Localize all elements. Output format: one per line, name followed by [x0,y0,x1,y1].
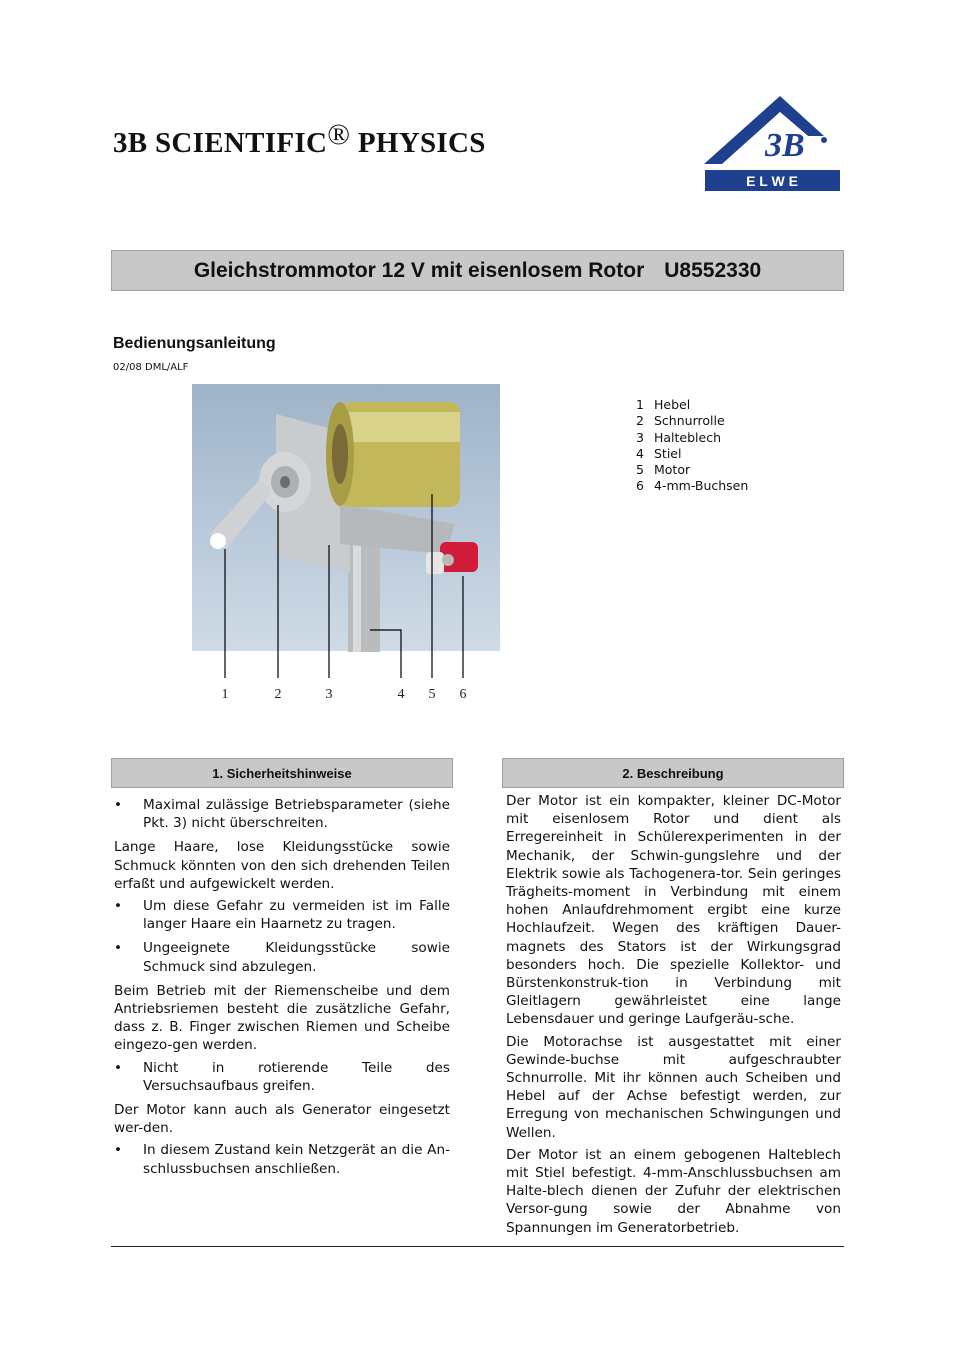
manual-heading: Bedienungsanleitung [113,335,276,352]
legend-num: 6 [636,478,644,494]
legend-num: 3 [636,429,644,445]
brand-title [113,118,486,160]
legend-item [636,446,748,462]
description-heading: 2. Beschreibung [502,758,844,788]
3b-elwe-logo [702,94,842,192]
legend-num: 1 [636,397,644,412]
product-title-bar [111,250,844,291]
paragraph: Der Motor ist ein kompakter, kleiner DC-Motor mit eisenlosem Rotor und dient als Erregereinheit in Schülerexperimenten in der Mechanik, der Schwin-gungslehre und der Elektrik sowie als Tachogenera-tor. Sein geringes Trägheits-moment in Verbindung mit einem hohen Anlaufdrehmoment ergibt eine kurze Hochlaufzeit. Wegen des kräftigen Dauer-magnets des Stators ist der Wirkungsgrad besonders hoch. Die spezielle Kollektor- und Bürstenkonstruk-tion in Verbindung mit Gleitlagern gewährleistet eine lange Lebensdauer und geringe Laufgeräu-sche. [506,793,841,1028]
list-item [114,1141,450,1177]
paragraph: Lange Haare, lose Kleidungsstücke sowie Schmuck könnten von den sich drehenden Teilen erfaßt und aufgewickelt werden. [114,839,450,892]
callout-5: 5 [428,687,436,702]
list-item-text: Maximal zulässige Betriebsparameter (siehe Pkt. 3) nicht überschreiten. [143,797,450,832]
list-item [114,1059,450,1095]
bullet-icon: • [114,1142,123,1159]
legend-item [636,478,748,494]
legend-label: Schnurrolle [654,413,725,429]
list-item-text: Nicht in rotierende Teile des Versuchsaufbaus greifen. [143,1059,450,1094]
motor-figure [190,384,502,704]
brand-main: 3B SCIENTIFIC [113,127,328,159]
product-code: U8552330 [664,258,762,282]
legend-num: 2 [636,413,644,429]
registered-mark: ® [327,118,351,151]
description-section [502,758,844,1241]
legend-num: 4 [636,445,644,461]
product-title: Gleichstrommotor 12 V mit eisenlosem Rotor [193,258,645,282]
legend-label: Motor [654,462,691,478]
callout-4: 4 [397,687,405,702]
callout-3: 3 [325,687,333,702]
list-item-text: In diesem Zustand kein Netzgerät an die An-schlussbuchsen anschließen. [143,1142,450,1177]
list-item [114,939,450,975]
paragraph: Beim Betrieb mit der Riemenscheibe und dem Antriebsriemen besteht die zusätzliche Gefahr, dass z. B. Finger zwischen Riemen und Scheibe eingezo-gen werden. [114,982,450,1054]
legend-num: 5 [636,462,644,478]
figure-legend [636,397,748,495]
callout-2: 2 [274,687,282,702]
list-item [114,897,450,933]
document-id: 02/08 DML/ALF [113,362,189,373]
list-item-text: Ungeeignete Kleidungsstücke sowie Schmuck sind abzulegen. [143,940,450,975]
logo-subtext: E L W E [746,173,798,189]
safety-section [111,758,453,1184]
bullet-icon: • [114,1059,123,1076]
legend-item [636,397,748,413]
logo-text: 3B [765,127,805,164]
paragraph: Die Motorachse ist ausgestattet mit einer Gewinde-buchse mit aufgeschraubter Schnurrolle. Mit ihr können auch Scheiben und Hebel auf der Achse befestigt werden, zur Erregung von mechanischen Schwingungen und Wellen. [506,1033,841,1141]
callout-6: 6 [459,687,467,702]
legend-item [636,413,748,429]
list-item [114,796,450,832]
paragraph: Der Motor kann auch als Generator eingesetzt wer-den. [114,1102,450,1137]
bullet-icon: • [114,898,123,915]
bullet-icon: • [114,940,123,957]
legend-label: Halteblech [654,429,722,445]
legend-item [636,462,748,478]
legend-item [636,430,748,446]
footer-rule [111,1246,844,1247]
legend-label: 4-mm-Buchsen [654,478,749,494]
callout-1: 1 [221,687,229,702]
legend-label: Hebel [654,397,691,412]
brand-tail: PHYSICS [350,127,486,159]
list-item-text: Um diese Gefahr zu vermeiden ist im Falle langer Haare ein Haarnetz zu tragen. [143,898,450,933]
legend-label: Stiel [654,445,682,461]
safety-heading: 1. Sicherheitshinweise [111,758,453,788]
paragraph: Der Motor ist an einem gebogenen Halteblech mit Stiel befestigt. 4-mm-Anschlussbuchsen am Halte-blech dienen der Zufuhr der elektrischen Versor-gung sowie der Abnahme von Spannungen im Generatorbetrieb. [506,1146,841,1236]
bullet-icon: • [114,797,123,813]
